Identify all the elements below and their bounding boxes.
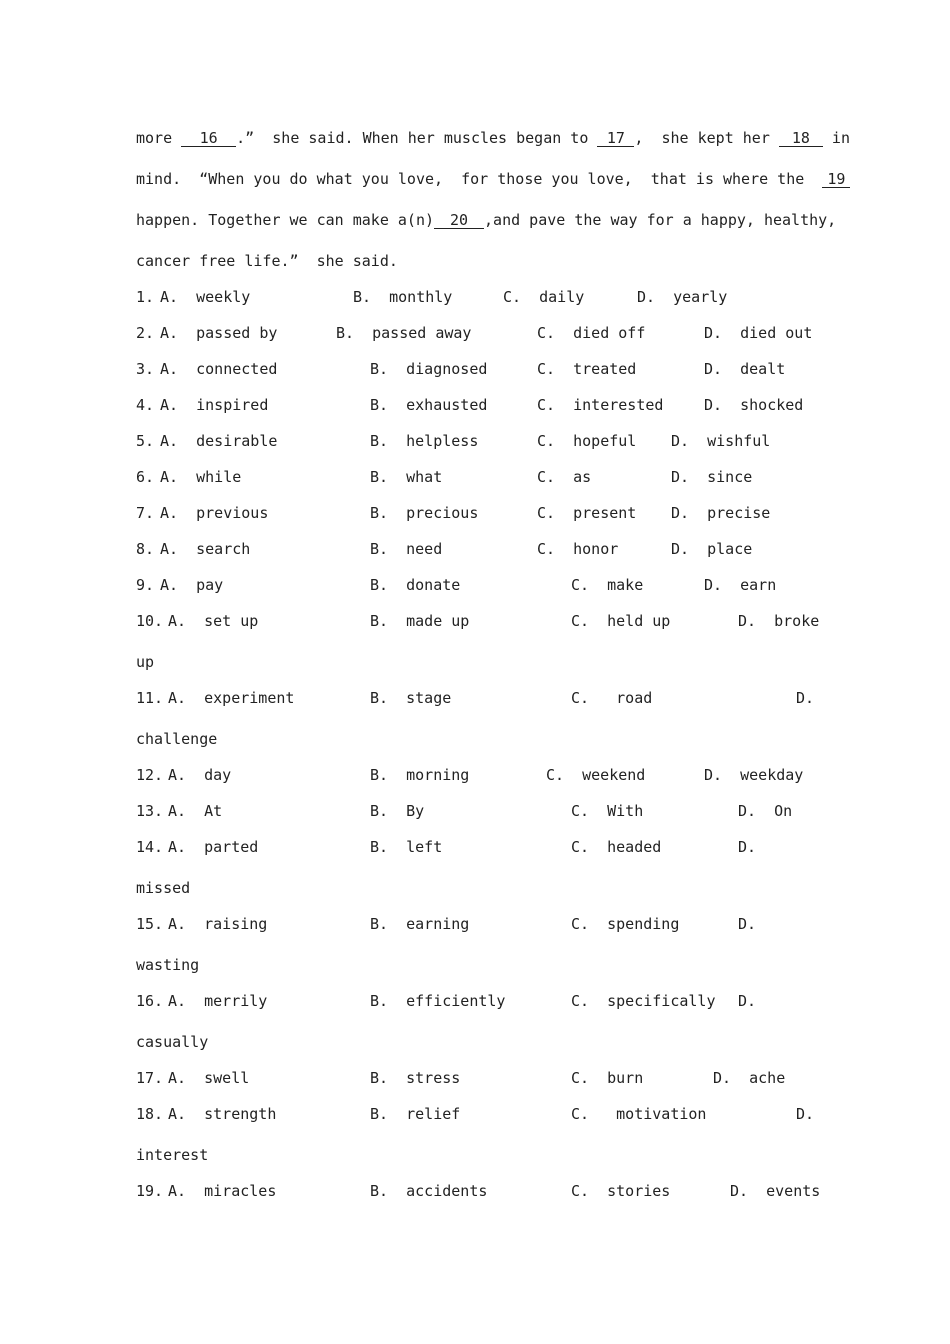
blank-20: 20 [434,212,484,229]
option-a: A. while [160,468,242,486]
option-b: B. stress [370,1069,461,1087]
passage-line-2 [136,170,850,188]
option-d: D. yearly [637,288,728,306]
option-d: D. events [730,1182,821,1200]
option-d: D. weekday [704,766,804,784]
option-a: A. weekly [160,288,251,306]
option-b: B. helpless [370,432,479,450]
option-d: D. [796,1105,815,1123]
question-number: 13. [136,802,164,820]
option-d: D. dealt [704,360,786,378]
passage-line-3 [136,211,836,229]
option-c: C. make [571,576,644,594]
passage-line-1 [136,129,850,147]
blank-18: 18 [779,130,823,147]
option-c: C. died off [537,324,646,342]
option-d: D. place [671,540,753,558]
option-b: B. made up [370,612,470,630]
option-c: C. treated [537,360,637,378]
question-number: 16. [136,992,164,1010]
passage-text: .” she said. When her muscles began to [236,129,598,147]
question-number: 17. [136,1069,164,1087]
question-number: 19. [136,1182,164,1200]
option-d: D. [738,992,757,1010]
option-a: A. merrily [168,992,268,1010]
question-number: 5. [136,432,155,450]
question-number: 9. [136,576,155,594]
option-d: D. broke [738,612,820,630]
option-d: D. precise [671,504,771,522]
option-b: B. exhausted [370,396,488,414]
option-b: B. monthly [353,288,453,306]
question-number: 12. [136,766,164,784]
option-c: C. specifically [571,992,716,1010]
option-a: A. set up [168,612,259,630]
option-c: C. daily [503,288,585,306]
blank-17: 17 [597,130,634,147]
option-a: A. swell [168,1069,250,1087]
option-a: A. experiment [168,689,295,707]
option-d: D. [738,915,757,933]
option-b: B. stage [370,689,452,707]
option-a: A. inspired [160,396,269,414]
blank-19: 19 [822,171,850,188]
blank-16: 16 [181,130,236,147]
option-d: D. died out [704,324,813,342]
option-b: B. accidents [370,1182,488,1200]
option-d: D. shocked [704,396,804,414]
question-number: 1. [136,288,155,306]
option-a: A. miracles [168,1182,277,1200]
option-c: C. burn [571,1069,644,1087]
option-c: C. motivation [571,1105,707,1123]
option-b: B. earning [370,915,470,933]
option-c: C. stories [571,1182,671,1200]
option-b: B. need [370,540,443,558]
option-c: C. as [537,468,592,486]
option-d: D. ache [713,1069,786,1087]
passage-line-4: cancer free life.” she said. [136,252,398,270]
question-number: 15. [136,915,164,933]
question-number: 8. [136,540,155,558]
question-number: 2. [136,324,155,342]
option-b: B. left [370,838,443,856]
question-number: 11. [136,689,164,707]
option-a: A. previous [160,504,269,522]
option-a: A. desirable [160,432,278,450]
option-b: B. morning [370,766,470,784]
option-a: A. raising [168,915,268,933]
passage-text: more [136,129,182,147]
option-a: A. At [168,802,223,820]
question-number: 4. [136,396,155,414]
option-c: C. present [537,504,637,522]
option-a: A. strength [168,1105,277,1123]
option-d-wrap: casually [136,1033,209,1051]
option-d-wrap: interest [136,1146,209,1164]
option-b: B. donate [370,576,461,594]
option-b: B. efficiently [370,992,506,1010]
option-c: C. headed [571,838,662,856]
question-number: 18. [136,1105,164,1123]
option-d: D. wishful [671,432,771,450]
option-d: D. On [738,802,793,820]
option-b: B. By [370,802,425,820]
option-c: C. road [571,689,653,707]
option-a: A. search [160,540,251,558]
option-d-wrap: up [136,653,155,671]
passage-text: mind. “When you do what you love, for those you love, that is where the [136,170,823,188]
option-d: D. since [671,468,753,486]
option-d: D. earn [704,576,777,594]
option-a: A. passed by [160,324,278,342]
question-number: 14. [136,838,164,856]
option-b: B. relief [370,1105,461,1123]
option-c: C. held up [571,612,671,630]
option-a: A. parted [168,838,259,856]
option-b: B. passed away [336,324,472,342]
option-d-wrap: challenge [136,730,218,748]
option-c: C. interested [537,396,664,414]
option-d: D. [796,689,815,707]
question-number: 3. [136,360,155,378]
option-b: B. diagnosed [370,360,488,378]
option-c: C. spending [571,915,680,933]
option-c: C. honor [537,540,619,558]
option-d-wrap: missed [136,879,191,897]
passage-text: , she kept her [634,129,779,147]
option-b: B. what [370,468,443,486]
question-number: 10. [136,612,164,630]
question-number: 6. [136,468,155,486]
option-a: A. pay [160,576,224,594]
option-a: A. day [168,766,232,784]
option-c: C. hopeful [537,432,637,450]
passage-text: in [822,129,850,147]
question-number: 7. [136,504,155,522]
option-c: C. weekend [546,766,646,784]
option-d: D. [738,838,757,856]
option-c: C. With [571,802,644,820]
option-d-wrap: wasting [136,956,200,974]
passage-text: ,and pave the way for a happy, healthy, [484,211,837,229]
passage-text: happen. Together we can make a(n) [136,211,435,229]
option-b: B. precious [370,504,479,522]
option-a: A. connected [160,360,278,378]
